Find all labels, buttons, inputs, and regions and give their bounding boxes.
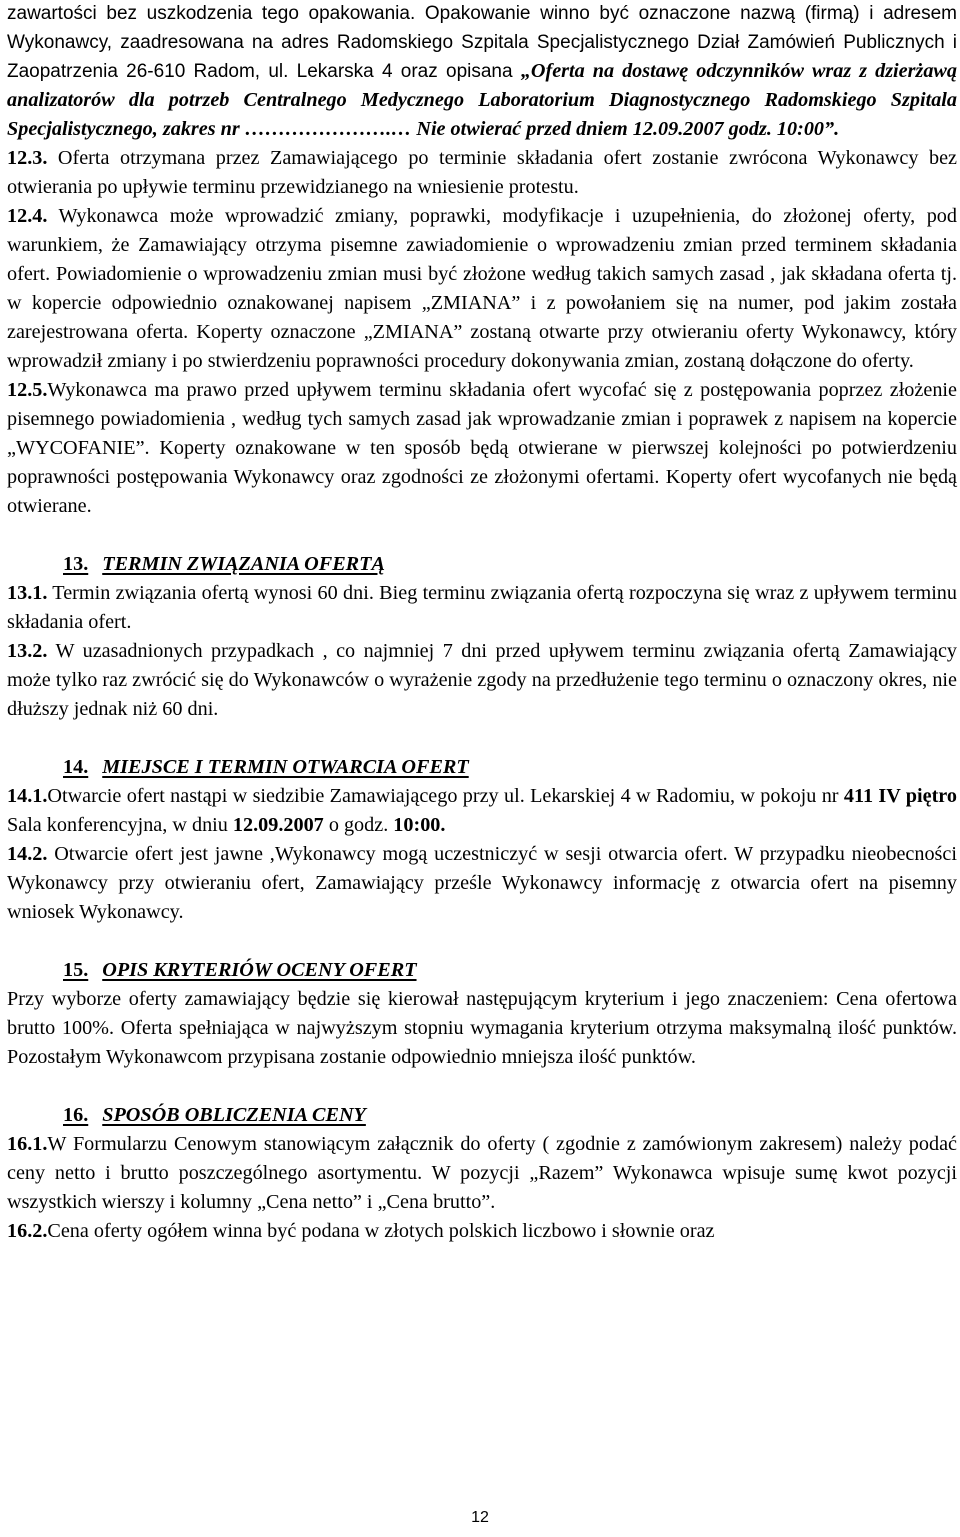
page-number: 12 (471, 1509, 489, 1526)
spacer (7, 521, 957, 550)
section-heading-15 (63, 956, 957, 985)
paragraph-12-2-continuation (7, 0, 957, 144)
paragraph-12-3 (7, 144, 957, 202)
paragraph-text: Otwarcie ofert jest jawne ,Wykonawcy mogą uczestniczyć w sesji otwarcia ofert. W przypadku nieobecności Wykonawcy przy otwieraniu ofert, Zamawiający prześle Wykonawcy informację z otwarcia ofert na pisemny wniosek Wykonawcy. (7, 843, 957, 923)
section-heading-14 (63, 753, 957, 782)
paragraph-number: 12.4. (7, 205, 48, 227)
paragraph-text: Wykonawca może wprowadzić zmiany, poprawki, modyfikacje i uzupełnienia, do złożonej oferty, pod warunkiem, że Zamawiający otrzyma pisemne zawiadomienie o wprowadzeniu zmian przed terminem składania ofert. Powiadomienie o wprowadzeniu zmian musi być złożone według takich samych zasad , jak składana oferta tj. w kopercie odpowiednio oznakowanej napisem „ZMIANA” i z powołaniem się na numer, pod jakim została zarejestrowana oferta. Koperty oznaczone „ZMIANA” zostaną otwarte przy otwieraniu oferty Wykonawcy, który wprowadził zmiany i po stwierdzeniu poprawności procedury dokonywania zmian, zostaną dołączone do oferty. (7, 205, 957, 372)
paragraph-text: Przy wyborze oferty zamawiający będzie się kierował następującym kryterium i jego znaczeniem: Cena ofertowa brutto 100%. Oferta spełniająca w najwyższym stopniu wymagania kryterium otrzyma maksymalną ilość punktów. Pozostałym Wykonawcom przypisana zostanie odpowiednio mniejsza ilość punktów. (7, 988, 957, 1068)
heading-title: TERMIN ZWIĄZANIA OFERTĄ (102, 553, 385, 575)
room-number: 411 IV piętro (843, 785, 957, 807)
paragraph-14-1 (7, 782, 957, 840)
paragraph-text: W uzasadnionych przypadkach , co najmniej 7 dni przed upływem terminu związania ofertą Zamawiający może tylko raz zwrócić się do Wykonawców o wyrażenie zgody na przedłużenie tego terminu o oznaczony okres, nie dłuższy jednak niż 60 dni. (7, 640, 957, 720)
heading-title: SPOSÓB OBLICZENIA CENY (102, 1104, 366, 1126)
document-body (7, 0, 957, 1246)
section-heading-13 (63, 550, 957, 579)
paragraph-12-5 (7, 376, 957, 521)
paragraph-number: 14.2. (7, 843, 48, 865)
paragraph-number: 13.1. (7, 582, 48, 604)
heading-title: OPIS KRYTERIÓW OCENY OFERT (102, 959, 417, 981)
paragraph-number: 16.2. (7, 1220, 48, 1242)
paragraph-15 (7, 985, 957, 1072)
heading-number: 13. (63, 553, 89, 575)
paragraph-12-4 (7, 202, 957, 376)
spacer (7, 927, 957, 956)
opening-date: 12.09.2007 (232, 814, 324, 836)
paragraph-14-2 (7, 840, 957, 927)
paragraph-number: 14.1. (7, 785, 48, 807)
paragraph-text: Sala konferencyjna, w dniu (7, 814, 233, 836)
paragraph-text: o godz. (323, 814, 394, 836)
spacer (7, 1072, 957, 1101)
paragraph-text: W Formularzu Cenowym stanowiącym załącznik do oferty ( zgodnie z zamówionym zakresem) należy podać ceny netto i brutto poszczególnego asortymentu. W pozycji „Razem” Wykonawca wpisuje sumę kwot pozycji wszystkich wierszy i kolumny „Cena netto” i „Cena brutto”. (7, 1133, 957, 1213)
paragraph-16-2 (7, 1217, 957, 1246)
paragraph-number: 13.2. (7, 640, 48, 662)
paragraph-text: zawartości bez uszkodzenia tego opakowania. Opakowanie winno być oznaczone nazwą (firmą) i adresem Wykonawcy, zaadresowana na adres Radomskiego Szpitala Specjalistycznego Dział Zamówień Publicznych i Zaopatrzenia 26-610 Radom, ul. Lekarska 4 oraz opisana (7, 3, 957, 82)
spacer (7, 724, 957, 753)
heading-number: 16. (63, 1104, 89, 1126)
paragraph-text: Otwarcie ofert nastąpi w siedzibie Zamawiającego przy ul. Lekarskiej 4 w Radomiu, w pokoju nr (47, 785, 844, 807)
paragraph-16-1 (7, 1130, 957, 1217)
heading-title: MIEJSCE I TERMIN OTWARCIA OFERT (102, 756, 469, 778)
paragraph-13-2 (7, 637, 957, 724)
heading-number: 15. (63, 959, 89, 981)
section-heading-16 (63, 1101, 957, 1130)
opening-time: 10:00. (393, 814, 446, 836)
heading-number: 14. (63, 756, 89, 778)
paragraph-number: 16.1. (7, 1133, 48, 1155)
paragraph-text: Oferta otrzymana przez Zamawiającego po terminie składania ofert zostanie zwrócona Wykonawcy bez otwierania po upływie terminu przewidzianego na wniesienie protestu. (7, 147, 957, 198)
paragraph-text: Cena oferty ogółem winna być podana w złotych polskich liczbowo i słownie oraz (47, 1220, 715, 1242)
paragraph-13-1 (7, 579, 957, 637)
paragraph-number: 12.3. (7, 147, 48, 169)
offer-envelope-label: „Oferta na dostawę odczynników wraz z dzierżawą analizatorów dla potrzeb Centralnego Medycznego Laboratorium Diagnostycznego Radomskiego Szpitala Specjalistycznego, zakres nr ………………….… Nie otwierać przed dniem 12.09.2007 godz. 10:00”. (7, 60, 957, 140)
paragraph-number: 12.5. (7, 379, 48, 401)
paragraph-text: Termin związania ofertą wynosi 60 dni. Bieg terminu związania ofertą rozpoczyna się wraz z upływem terminu składania ofert. (7, 582, 957, 633)
paragraph-text: Wykonawca ma prawo przed upływem terminu składania ofert wycofać się z postępowania poprzez złożenie pisemnego powiadomienia , według tych samych zasad jak wprowadzanie zmian i poprawek z napisem na kopercie „WYCOFANIE”. Koperty oznakowane w ten sposób będą otwierane w pierwszej kolejności po potwierdzeniu poprawności postępowania Wykonawcy oraz zgodności ze złożonymi ofertami. Koperty ofert wycofanych nie będą otwierane. (7, 379, 957, 517)
